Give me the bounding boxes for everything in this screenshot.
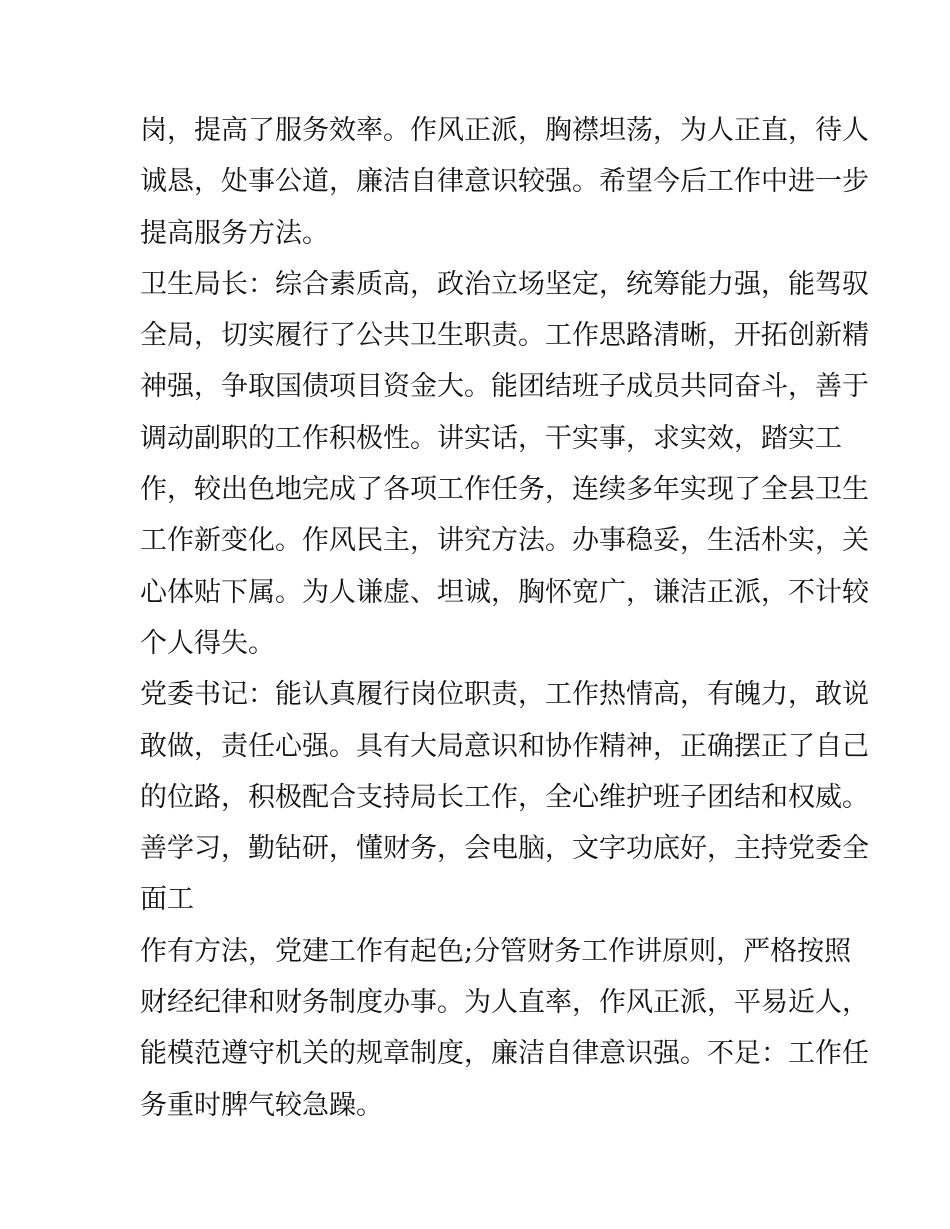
text-line-17: 作有方法，党建工作有起色;分管财务工作讲原则，严格按照 xyxy=(140,935,852,967)
text-line-15: 善学习，勤钻研，懂财务，会电脑，文字功底好，主持党委全 xyxy=(140,833,869,865)
text-line-11: 个人得失。 xyxy=(140,627,275,659)
text-line-5: 全局，切实履行了公共卫生职责。工作思路清晰，开拓创新精 xyxy=(140,320,869,352)
text-line-20: 务重时脾气较急躁。 xyxy=(140,1089,383,1121)
text-line-6: 神强，争取国债项目资金大。能团结班子成员共同奋斗，善于 xyxy=(140,371,869,403)
text-line-7: 调动副职的工作积极性。讲实话，干实事，求实效，踏实工 xyxy=(140,422,842,454)
text-line-8: 作，较出色地完成了各项工作任务，连续多年实现了全县卫生 xyxy=(140,474,869,506)
text-line-16: 面工 xyxy=(140,884,194,916)
text-line-1: 岗，提高了服务效率。作风正派，胸襟坦荡，为人正直，待人 xyxy=(140,115,869,146)
text-line-2: 诚恳，处事公道，廉洁自律意识较强。希望今后工作中进一步 xyxy=(140,166,869,198)
text-line-14: 的位路，积极配合支持局长工作，全心维护班子团结和权威。 xyxy=(140,781,869,813)
text-line-19: 能模范遵守机关的规章制度，廉洁自律意识强。不足：工作任 xyxy=(140,1038,869,1070)
body-text xyxy=(140,105,869,1131)
text-line-12: 党委书记：能认真履行岗位职责，工作热情高，有魄力，敢说 xyxy=(140,679,869,711)
text-line-13: 敢做，责任心强。具有大局意识和协作精神，正确摆正了自己 xyxy=(140,730,869,762)
text-line-18: 财经纪律和财务制度办事。为人直率，作风正派，平易近人， xyxy=(140,987,869,1019)
text-line-10: 心体贴下属。为人谦虚、坦诚，胸怀宽广，谦洁正派，不计较 xyxy=(140,576,869,608)
text-line-4: 卫生局长：综合素质高，政治立场坚定，统筹能力强，能驾驭 xyxy=(140,268,869,300)
text-line-3: 提高服务方法。 xyxy=(140,217,329,249)
text-line-9: 工作新变化。作风民主，讲究方法。办事稳妥，生活朴实，关 xyxy=(140,525,869,557)
